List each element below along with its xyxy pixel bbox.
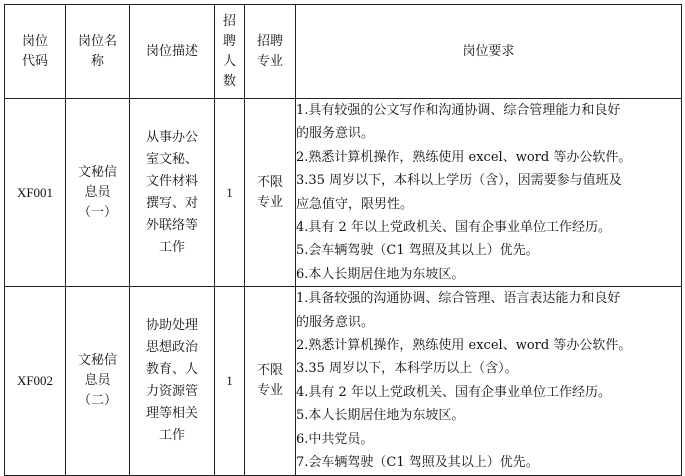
job-description: 从事办公 室文秘、 文件材料 撰写、对 外联络等 工作 bbox=[130, 99, 215, 287]
header-count: 招 聘 人 数 bbox=[215, 5, 245, 99]
hire-count: 1 bbox=[215, 287, 245, 475]
header-name: 岗位名 称 bbox=[66, 5, 130, 99]
major-requirement: 不限 专业 bbox=[245, 287, 296, 475]
header-major: 招聘 专业 bbox=[245, 5, 296, 99]
job-code: XF001 bbox=[5, 99, 66, 287]
header-requirements: 岗位要求 bbox=[296, 5, 682, 99]
job-name: 文秘信 息员 （二） bbox=[66, 287, 130, 475]
job-table bbox=[4, 4, 682, 476]
job-requirements bbox=[296, 99, 682, 287]
requirement-line: 3.35 周岁以下，本科学历以上（含）。 bbox=[296, 361, 518, 377]
requirement-line: 的服务意识。 bbox=[296, 314, 375, 330]
table-row bbox=[5, 287, 682, 475]
requirement-line: 应急值守，限男性。 bbox=[296, 196, 414, 212]
requirement-line: 4.具有 2 年以上党政机关、国有企事业单位工作经历。 bbox=[296, 384, 611, 400]
hire-count: 1 bbox=[215, 99, 245, 287]
job-requirements bbox=[296, 287, 682, 475]
job-code: XF002 bbox=[5, 287, 66, 475]
requirement-line: 1.具备较强的沟通协调、综合管理、语言表达能力和良好 bbox=[296, 291, 621, 307]
header-row bbox=[5, 5, 682, 99]
requirement-line: 2.熟悉计算机操作，熟练使用 excel、word 等办公软件。 bbox=[296, 149, 632, 165]
requirement-line: 1.具有较强的公文写作和沟通协调、综合管理能力和良好 bbox=[296, 103, 621, 118]
requirement-line: 6.中共党员。 bbox=[296, 431, 374, 447]
requirement-line: 6.本人长期居住地为东坡区。 bbox=[296, 266, 465, 282]
requirement-line: 3.35 周岁以下，本科以上学历（含），因需要参与值班及 bbox=[296, 173, 622, 189]
header-desc: 岗位描述 bbox=[130, 5, 215, 99]
major-requirement: 不限 专业 bbox=[245, 99, 296, 287]
requirement-line: 的服务意识。 bbox=[296, 126, 375, 142]
job-description: 协助处理 思想政治 教育、人 力资源管 理等相关 工作 bbox=[130, 287, 215, 475]
header-code: 岗位 代码 bbox=[5, 5, 66, 99]
requirement-line: 5.会车辆驾驶（C1 驾照及其以上）优先。 bbox=[296, 243, 539, 259]
job-name: 文秘信 息员 （一） bbox=[66, 99, 130, 287]
requirement-line: 5.本人长期居住地为东坡区。 bbox=[296, 408, 465, 424]
requirement-line: 4.具有 2 年以上党政机关、国有企事业单位工作经历。 bbox=[296, 220, 611, 236]
requirement-line: 2.熟悉计算机操作，熟练使用 excel、word 等办公软件。 bbox=[296, 338, 632, 354]
table-row bbox=[5, 99, 682, 287]
requirement-line: 7.会车辆驾驶（C1 驾照及其以上）优先。 bbox=[296, 455, 539, 471]
